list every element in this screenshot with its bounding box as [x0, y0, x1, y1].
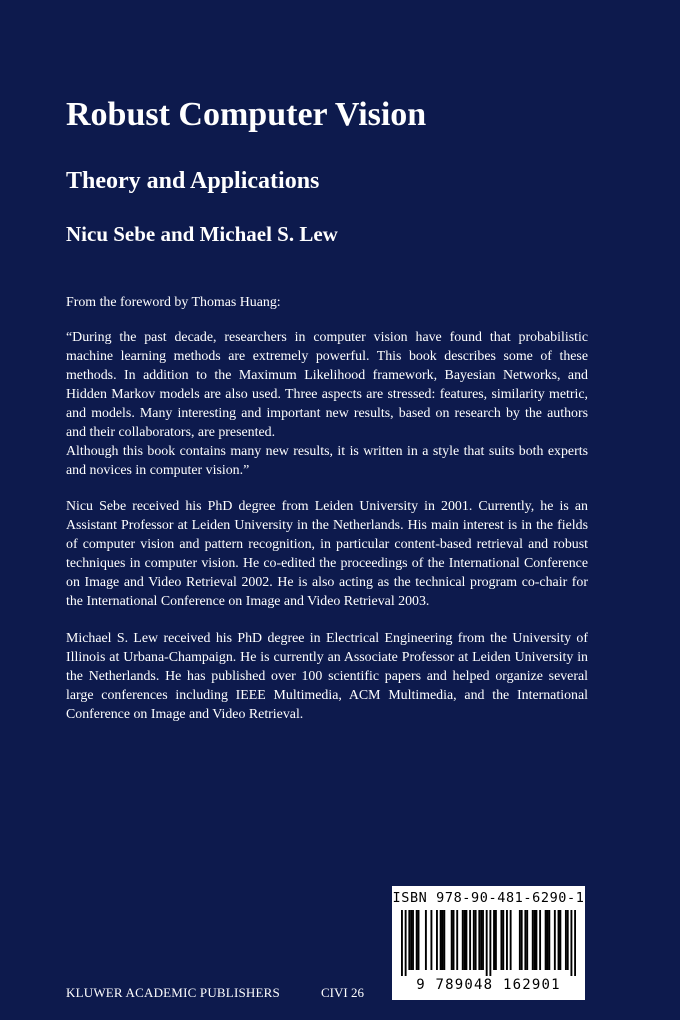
isbn-label: ISBN 978-90-481-6290-1: [392, 890, 585, 906]
barcode-bar: [567, 910, 569, 970]
barcode-bar: [493, 910, 495, 970]
barcode-bar: [489, 910, 491, 976]
barcode-bar: [526, 910, 528, 970]
barcode-bar: [545, 910, 547, 970]
barcode-bar: [475, 910, 477, 970]
barcode-bar: [401, 910, 403, 976]
barcode-bar: [570, 910, 572, 976]
barcode-bar: [565, 910, 567, 970]
barcode-bar: [418, 910, 420, 970]
foreword-quote-paragraph-1: “During the past decade, researchers in computer vision have found that probabilistic machine learning methods are extremely powerful. This book describes some of these methods. In addition to the Maximum Likelihood framework, Bayesian Networks, and Hidden Markov models are also used. Three aspects are stressed: features, similarity metric, and models. Many interesting and important new results, based on research by the authors and their collaborators, are presented.: [66, 330, 588, 440]
barcode-bar: [480, 910, 482, 970]
barcode-bar: [473, 910, 475, 970]
barcode-bar: [558, 910, 560, 970]
barcode-bar: [451, 910, 453, 970]
barcode-bar: [534, 910, 536, 970]
barcode-bar: [535, 910, 537, 970]
book-title: Robust Computer Vision: [66, 96, 427, 133]
foreword-quote: [66, 328, 588, 480]
barcode-bar: [464, 910, 466, 970]
barcode-bar: [436, 910, 438, 970]
series-code: CIVI 26: [321, 985, 364, 1000]
barcode-bar: [554, 910, 556, 970]
barcode-bar: [547, 910, 549, 970]
barcode-bar: [532, 910, 534, 970]
book-authors: Nicu Sebe and Michael S. Lew: [66, 222, 338, 246]
barcode-bar: [412, 910, 414, 970]
barcode-bar: [524, 910, 526, 970]
barcode-bar: [478, 910, 480, 970]
barcode-bar: [486, 910, 488, 976]
barcode-bar: [482, 910, 484, 970]
ean-digits: 9 789048 162901: [416, 977, 561, 993]
barcode-bar: [521, 910, 523, 970]
author-bio-sebe: Nicu Sebe received his PhD degree from Leiden University in 2001. Currently, he is an Assistant Professor at Leiden University in the Netherlands. His main interest is in the fields of computer vision and pattern recognition, in particular content-based retrieval and robust techniques in computer vision. He co-edited the proceedings of the International Conference on Image and Video Retrieval 2002. He is also acting as the technical program co-chair for the International Conference on Image and Video Retrieval 2003.: [66, 499, 588, 609]
barcode-bar: [495, 910, 497, 970]
barcode-bar: [500, 910, 502, 970]
barcode-bar: [416, 910, 418, 970]
barcode-bar: [453, 910, 455, 970]
barcode-bar: [425, 910, 427, 970]
barcode-bar: [559, 910, 561, 970]
barcode-bar: [456, 910, 458, 970]
barcode-bar: [510, 910, 512, 970]
barcode-bar: [539, 910, 541, 970]
barcode-bar: [465, 910, 467, 970]
barcode-bar: [548, 910, 550, 970]
barcode-bar: [440, 910, 442, 970]
author-bio-lew: Michael S. Lew received his PhD degree in Electrical Engineering from the University of Illinois at Urbana-Champaign. He is currently an Associate Professor at Leiden University in the Netherlands. He has published over 100 scientific papers and helped organize several large conferences including IEEE Multimedia, ACM Multimedia, and the International Conference on Image and Video Retrieval.: [66, 631, 588, 722]
barcode-bar: [430, 910, 432, 970]
barcode-bar: [502, 910, 504, 970]
foreword-quote-paragraph-2: Although this book contains many new results, it is written in a style that suits both experts and novices in computer vision.”: [66, 444, 588, 478]
barcode-bar: [443, 910, 445, 970]
barcode-bar: [574, 910, 576, 976]
barcode-bar: [519, 910, 521, 970]
barcode-bar: [469, 910, 471, 970]
barcode-bar: [506, 910, 508, 970]
barcode-bar: [442, 910, 444, 970]
publisher-name: KLUWER ACADEMIC PUBLISHERS: [66, 985, 280, 1000]
barcode-bars: [401, 910, 576, 976]
barcode-bar: [405, 910, 407, 976]
barcode-bar: [462, 910, 464, 970]
isbn-barcode: [392, 886, 585, 1000]
barcode-bar: [410, 910, 412, 970]
barcode-bar: [408, 910, 410, 970]
book-subtitle: Theory and Applications: [66, 168, 320, 194]
foreword-intro: From the foreword by Thomas Huang:: [66, 295, 281, 310]
